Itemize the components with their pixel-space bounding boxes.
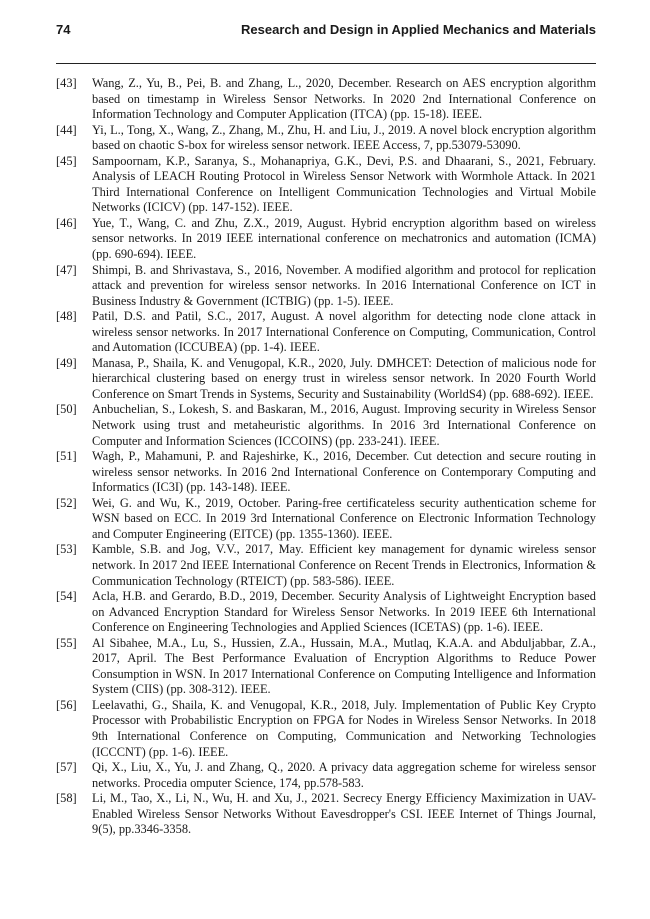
reference-list (56, 76, 596, 838)
reference-number: [55] (56, 635, 77, 650)
reference-number: [50] (56, 402, 77, 417)
reference-item (56, 542, 596, 589)
reference-text: Sampoornam, K.P., Saranya, S., Mohanapriya, G.K., Devi, P.S. and Dhaarani, S., 2021, February. Analysis of LEACH Routing Protocol in Wireless Sensor Network with Wormhole Attack. In 2021 Third International Conference on Intelligent Communication Technologies and Virtual Mobile Networks (ICICV) (pp. 147-152). IEEE. (92, 153, 596, 215)
page-number: 74 (56, 22, 71, 37)
reference-number: [49] (56, 355, 77, 370)
reference-item (56, 449, 596, 496)
reference-text: Qi, X., Liu, X., Yu, J. and Zhang, Q., 2020. A privacy data aggregation scheme for wireless sensor networks. Procedia omputer Science, 174, pp.578-583. (92, 760, 596, 790)
reference-number: [48] (56, 309, 77, 324)
reference-item (56, 496, 596, 543)
reference-text: Shimpi, B. and Shrivastava, S., 2016, November. A modified algorithm and protocol for replication attack and prevention for wireless sensor networks. In 2016 International Conference on ICT in Business Industry & Government (ICTBIG) (pp. 1-5). IEEE. (92, 262, 596, 308)
reference-item (56, 123, 596, 154)
page-header (56, 22, 596, 42)
reference-number: [56] (56, 697, 77, 712)
reference-text: Yue, T., Wang, C. and Zhu, Z.X., 2019, August. Hybrid encryption algorithm based on wireless sensor networks. In 2019 IEEE international conference on mechatronics and automation (ICMA) (pp. 690-694). IEEE. (92, 215, 596, 262)
reference-number: [52] (56, 495, 77, 510)
reference-number: [51] (56, 449, 77, 464)
reference-text: Manasa, P., Shaila, K. and Venugopal, K.R., 2020, July. DMHCET: Detection of malicious node for hierarchical clustering based on energy trust in wireless sensor network. In 2020 Fourth World Conference on Smart Trends in Systems, Security and Sustainability (WorldS4) (pp. 688-692). IEEE. (92, 355, 596, 401)
running-title: Research and Design in Applied Mechanics and Materials (241, 22, 596, 37)
reference-item (56, 760, 596, 791)
reference-text: Anbuchelian, S., Lokesh, S. and Baskaran, M., 2016, August. Improving security in Wireless Sensor Network using trust and metaheuristic algorithms. In 2016 3rd International Conference on Computer and Information Sciences (ICCOINS) (pp. 233-241). IEEE. (92, 402, 596, 448)
reference-item (56, 636, 596, 698)
reference-text: Acla, H.B. and Gerardo, B.D., 2019, December. Security Analysis of Lightweight Encryption based on Advanced Encryption Standard for Wireless Sensor Networks. In 2019 IEEE 6th International Conference on Engineering Technologies and Applied Sciences (ICETAS) (pp. 1-6). IEEE. (92, 589, 596, 635)
reference-item (56, 589, 596, 636)
reference-text: Kamble, S.B. and Jog, V.V., 2017, May. Efficient key management for dynamic wireless sensor network. In 2017 2nd IEEE International Conference on Recent Trends in Electronics, Information & Communication Technology (RTEICT) (pp. 583-586). IEEE. (92, 542, 596, 588)
reference-number: [47] (56, 262, 77, 277)
reference-text: Yi, L., Tong, X., Wang, Z., Zhang, M., Zhu, H. and Liu, J., 2019. A novel block encryption algorithm based on chaotic S-box for wireless sensor network. IEEE Access, 7, pp.53079-53090. (92, 122, 596, 153)
reference-number: [58] (56, 791, 77, 806)
reference-item (56, 402, 596, 449)
reference-item (56, 216, 596, 263)
reference-item (56, 698, 596, 760)
reference-text: Leelavathi, G., Shaila, K. and Venugopal, K.R., 2018, July. Implementation of Public Key Crypto Processor with Probabilistic Encryption on FPGA for Nodes in Wireless Sensor Networks. In 2018 9th International Conference on Computing, Communication and Networking Technologies (ICCCNT) (pp. 1-6). IEEE. (92, 697, 596, 759)
reference-text: Li, M., Tao, X., Li, N., Wu, H. and Xu, J., 2021. Secrecy Energy Efficiency Maximization in UAV-Enabled Wireless Sensor Networks Without Eavesdropper's CSI. IEEE Internet of Things Journal, 9(5), pp.3346-3358. (92, 791, 596, 837)
reference-text: Wang, Z., Yu, B., Pei, B. and Zhang, L., 2020, December. Research on AES encryption algorithm based on timestamp in Wireless Sensor Networks. In 2020 2nd International Conference on Information Technology and Computer Application (ITCA) (pp. 15-18). IEEE. (92, 76, 596, 122)
reference-item (56, 76, 596, 123)
header-rule (56, 63, 596, 64)
reference-item (56, 309, 596, 356)
reference-number: [53] (56, 542, 77, 557)
reference-text: Wei, G. and Wu, K., 2019, October. Paring-free certificateless security authentication scheme for WSN based on ECC. In 2019 3rd International Conference on Electronic Information Technology and Computer Engineering (EITCE) (pp. 1355-1360). IEEE. (92, 495, 596, 541)
reference-text: Al Sibahee, M.A., Lu, S., Hussien, Z.A., Hussain, M.A., Mutlaq, K.A.A. and Abduljabbar, Z.A., 2017, April. The Best Performance Evaluation of Encryption Algorithms to Reduce Power Consumption in WSN. In 2017 International Conference on Computing Intelligence and Information System (CIIS) (pp. 308-312). IEEE. (92, 635, 596, 697)
reference-number: [46] (56, 215, 77, 230)
reference-number: [43] (56, 76, 77, 90)
reference-number: [54] (56, 589, 77, 604)
reference-item (56, 791, 596, 838)
reference-number: [44] (56, 122, 77, 137)
reference-text: Patil, D.S. and Patil, S.C., 2017, August. A novel algorithm for detecting node clone attack in wireless sensor networks. In 2017 International Conference on Computing, Communication, Control and Automation (ICCUBEA) (pp. 1-4). IEEE. (92, 309, 596, 355)
reference-item (56, 356, 596, 403)
reference-number: [57] (56, 760, 77, 775)
reference-text: Wagh, P., Mahamuni, P. and Rajeshirke, K., 2016, December. Cut detection and secure routing in wireless sensor networks. In 2016 2nd International Conference on Contemporary Computing and Informatics (IC3I) (pp. 143-148). IEEE. (92, 449, 596, 495)
reference-item (56, 263, 596, 310)
reference-number: [45] (56, 153, 77, 168)
reference-item (56, 154, 596, 216)
